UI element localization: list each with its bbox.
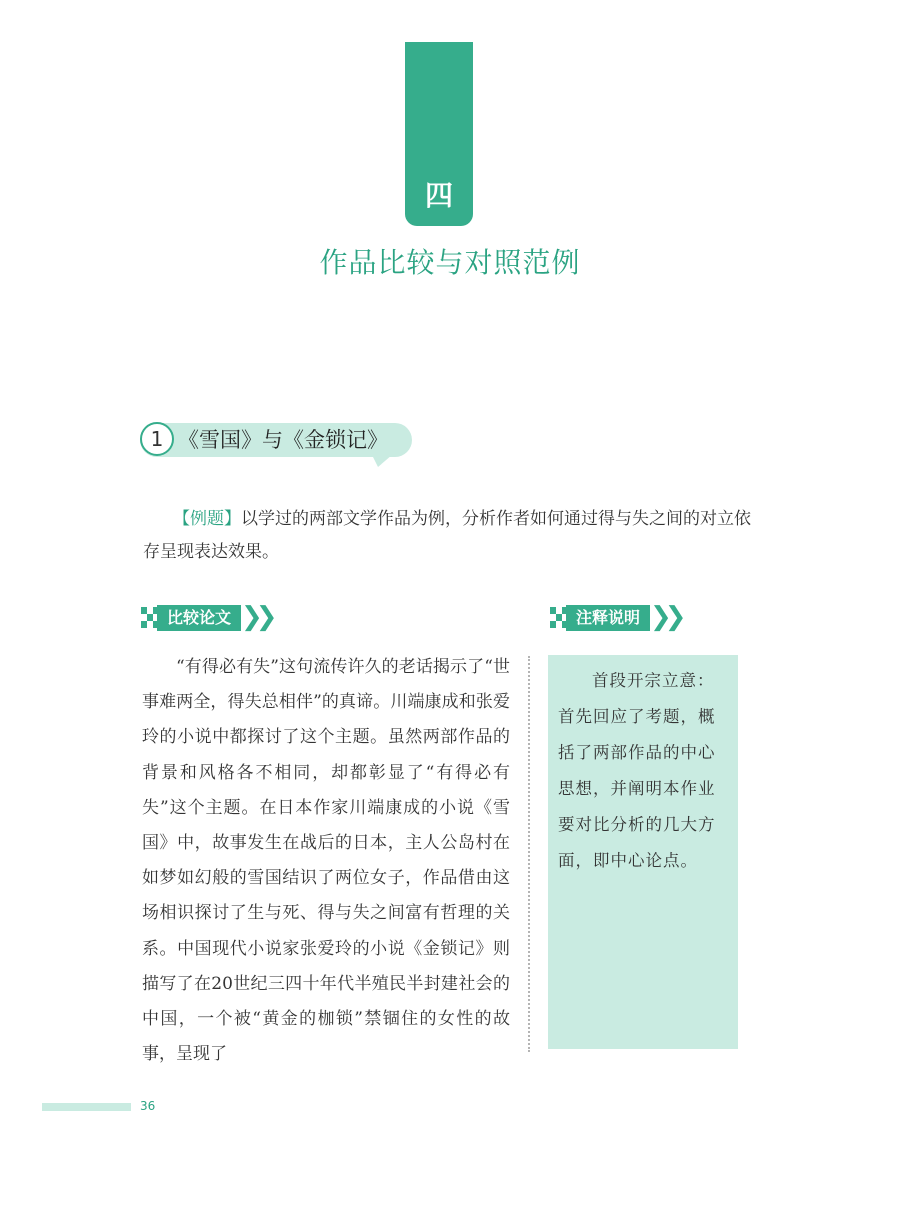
- section-banner-tail: [372, 455, 392, 467]
- exercise-prompt: [143, 503, 753, 569]
- page-number: 36: [140, 1099, 156, 1113]
- essay-body: “有得必有失”这句流传许久的老话揭示了“世事难两全，得失总相伴”的真谛。川端康成和张爱玲的小说中都探讨了这个主题。虽然两部作品的背景和风格各不相同，却都彰显了“有得必有失”这个主题。在日本作家川端康成的小说《雪国》中，故事发生在战后的日本，主人公岛村在如梦如幻般的雪国结识了两位女子，作品借由这场相识探讨了生与死、得与失之间富有哲理的关系。中国现代小说家张爱玲的小说《金锁记》则描写了在20世纪三四十年代半殖民半封建社会的中国，一个被“黄金的枷锁”禁锢住的女性的故事，呈现了: [142, 657, 510, 1065]
- notes-panel: [548, 655, 738, 1049]
- notes-heading-badge: [550, 604, 680, 632]
- section-number: 1: [140, 422, 174, 456]
- essay-heading-badge: [141, 604, 271, 632]
- chapter-tab: [405, 42, 473, 226]
- footer-bar: [42, 1103, 131, 1111]
- wavy-divider: [528, 656, 538, 1052]
- essay-heading: 比较论文: [157, 605, 241, 631]
- notes-heading: 注释说明: [566, 605, 650, 631]
- exercise-text: 以学过的两部文学作品为例，分析作者如何通过得与失之间的对立依存呈现表达效果。: [143, 509, 751, 562]
- double-chevron-icon: ❯❯: [241, 602, 271, 632]
- exercise-label: 【例题】: [173, 509, 241, 529]
- section-title: 《雪国》与《金锁记》: [178, 428, 388, 452]
- chapter-number: 四: [424, 179, 453, 212]
- notes-body: 首段开宗立意：首先回应了考题，概括了两部作品的中心思想，并阐明本作业要对比分析的几大方面，即中心论点。: [558, 671, 716, 870]
- double-chevron-icon: ❯❯: [650, 602, 680, 632]
- chapter-title: 作品比较与对照范例: [319, 246, 581, 279]
